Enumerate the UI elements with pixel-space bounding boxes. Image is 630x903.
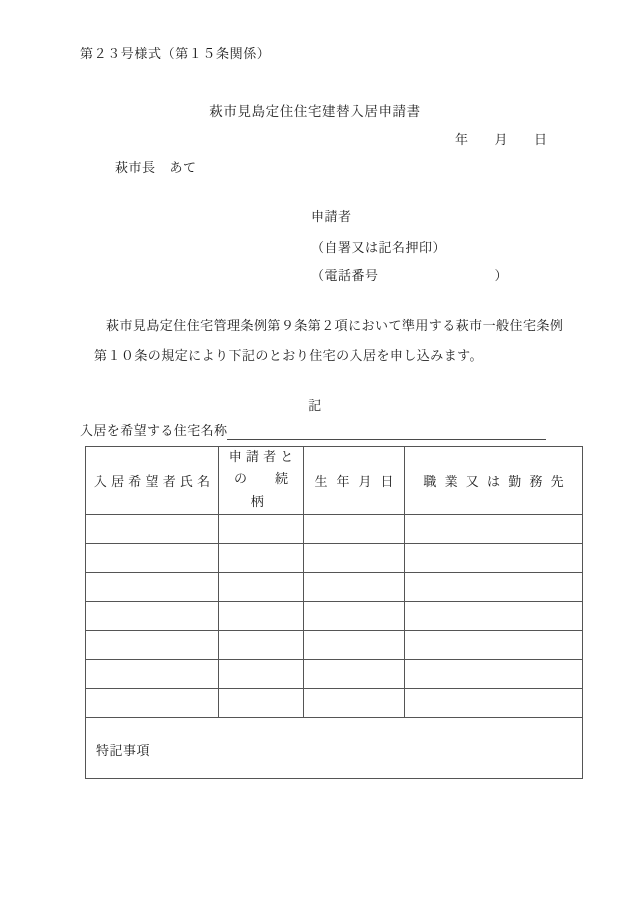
column-header-relation (219, 447, 317, 515)
housing-name-row (80, 425, 546, 440)
cell-name[interactable] (86, 660, 219, 689)
applicants-table (85, 446, 583, 779)
ki-marker: 記 (308, 399, 322, 414)
remarks-label: 特記事項 (96, 744, 151, 760)
cell-relation[interactable] (219, 573, 304, 602)
cell-birthdate[interactable] (304, 660, 405, 689)
cell-name[interactable] (86, 544, 219, 573)
applicant-signature-note: （自署又は記名押印） (311, 241, 447, 256)
cell-name[interactable] (86, 515, 219, 544)
cell-name[interactable] (86, 689, 219, 718)
table-header-row (86, 447, 583, 515)
cell-name[interactable] (86, 602, 219, 631)
table-row (86, 544, 583, 573)
document-title: 萩市見島定住住宅建替入居申請書 (209, 104, 421, 120)
body-paragraph-line-2: 第１０条の規定により下記のとおり住宅の入居を申し込みます。 (94, 349, 484, 364)
cell-birthdate[interactable] (304, 602, 405, 631)
table-row (86, 573, 583, 602)
cell-occupation[interactable] (405, 660, 583, 689)
date-month-label: 月 (494, 133, 509, 148)
cell-birthdate[interactable] (304, 689, 405, 718)
table-remarks-row (86, 718, 583, 779)
table-row (86, 631, 583, 660)
table-row (86, 689, 583, 718)
cell-occupation[interactable] (405, 544, 583, 573)
cell-occupation[interactable] (405, 631, 583, 660)
cell-relation[interactable] (219, 660, 304, 689)
cell-name[interactable] (86, 631, 219, 660)
cell-name[interactable] (86, 573, 219, 602)
applicant-label: 申請者 (311, 210, 352, 225)
cell-occupation[interactable] (405, 602, 583, 631)
body-paragraph-line-1: 萩市見島定住住宅管理条例第９条第２項において準用する萩市一般住宅条例 (106, 319, 564, 334)
column-header-birthdate: 生年月日 (304, 447, 405, 515)
column-header-name: 入居希望者氏名 (86, 447, 219, 515)
table-row (86, 602, 583, 631)
addressee-name: 萩市長 (115, 161, 156, 176)
table-row (86, 515, 583, 544)
addressee-line (115, 162, 197, 175)
cell-birthdate[interactable] (304, 573, 405, 602)
cell-birthdate[interactable] (304, 631, 405, 660)
addressee-suffix: あて (169, 161, 197, 176)
cell-relation[interactable] (219, 631, 304, 660)
column-header-occupation: 職業又は勤務先 (405, 447, 583, 515)
table-row (86, 660, 583, 689)
remarks-cell[interactable] (86, 718, 583, 779)
date-day-label: 日 (534, 133, 548, 148)
cell-occupation[interactable] (405, 515, 583, 544)
housing-name-input-rule[interactable] (227, 427, 546, 440)
cell-birthdate[interactable] (304, 515, 405, 544)
cell-relation[interactable] (219, 544, 304, 573)
housing-name-label: 入居を希望する住宅名称 (80, 424, 228, 439)
date-line (455, 134, 548, 147)
applicant-phone-line (311, 270, 508, 283)
date-year-label: 年 (455, 133, 469, 148)
applicants-table-wrapper (85, 446, 582, 779)
cell-relation[interactable] (219, 602, 304, 631)
form-number: 第２３号様式（第１５条関係） (80, 47, 271, 62)
cell-birthdate[interactable] (304, 544, 405, 573)
cell-occupation[interactable] (405, 689, 583, 718)
cell-relation[interactable] (219, 515, 304, 544)
applicant-phone-close-paren: ） (494, 269, 509, 284)
column-header-relation-line-1: 申請者と (228, 450, 298, 465)
table-header (86, 447, 583, 515)
cell-relation[interactable] (219, 689, 304, 718)
cell-occupation[interactable] (405, 573, 583, 602)
table-body (86, 515, 583, 779)
applicant-phone-label: （電話番号 (311, 269, 379, 284)
column-header-relation-line-2: の 続 柄 (233, 472, 317, 510)
